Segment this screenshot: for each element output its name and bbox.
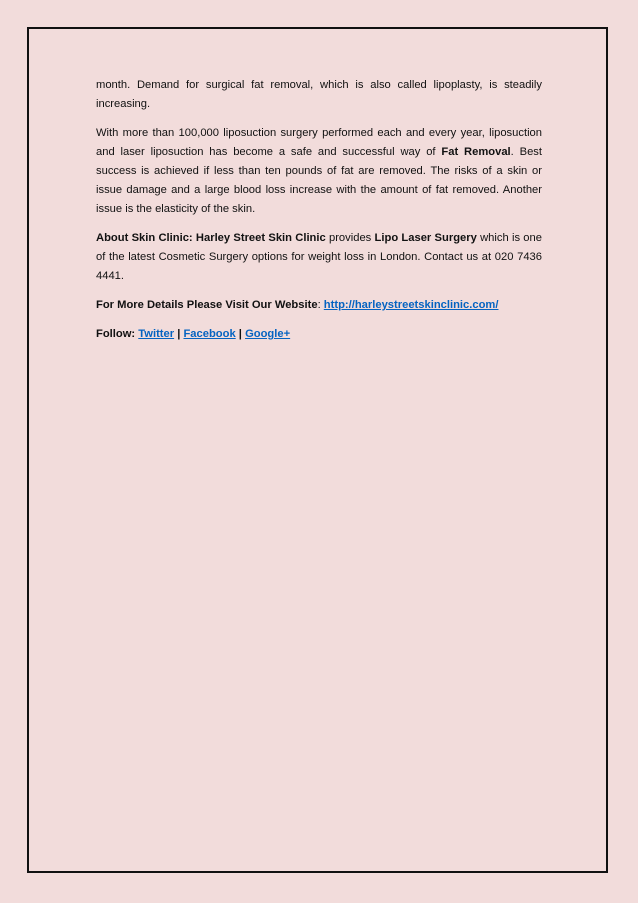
- website-separator: :: [317, 299, 324, 311]
- paragraph-intro: [96, 76, 542, 114]
- google-plus-link[interactable]: Google+: [245, 328, 291, 340]
- paragraph-intro-text: month. Demand for surgical fat removal, which is also called lipoplasty, is steadily increasing.: [96, 79, 542, 110]
- website-link[interactable]: http://harleystreetskinclinic.com/: [323, 299, 499, 311]
- about-text-end: which is one of the latest Cosmetic Surgery options for weight loss in London. Contact us at 020 7436 4441.: [96, 232, 542, 282]
- website-label: For More Details Please Visit Our Website: [96, 299, 318, 311]
- about-text-mid: provides: [325, 232, 375, 244]
- paragraph-liposuction-text: With more than 100,000 liposuction surgery performed each and every year, liposuction and laser liposuction has become a safe and successful way of: [96, 127, 542, 158]
- fat-removal-keyword: Fat Removal: [441, 146, 511, 158]
- document-body: [96, 76, 542, 354]
- follow-label: Follow:: [96, 328, 139, 340]
- paragraph-follow: [96, 325, 542, 344]
- paragraph-about: [96, 229, 542, 286]
- paragraph-liposuction: [96, 124, 542, 219]
- paragraph-liposuction-text-end: . Best success is achieved if less than ten pounds of fat are removed. The risks of a skin or issue damage and a large blood loss increase with the amount of fat removed. Another issue is the elasticity of the skin.: [96, 146, 542, 215]
- follow-separator-2: |: [235, 328, 246, 340]
- paragraph-website: [96, 296, 542, 315]
- lipo-laser-keyword: Lipo Laser Surgery: [374, 232, 477, 244]
- facebook-link[interactable]: Facebook: [183, 328, 236, 340]
- about-clinic-heading: About Skin Clinic: Harley Street Skin Clinic: [96, 232, 326, 244]
- follow-separator-1: |: [174, 328, 184, 340]
- twitter-link[interactable]: Twitter: [138, 328, 175, 340]
